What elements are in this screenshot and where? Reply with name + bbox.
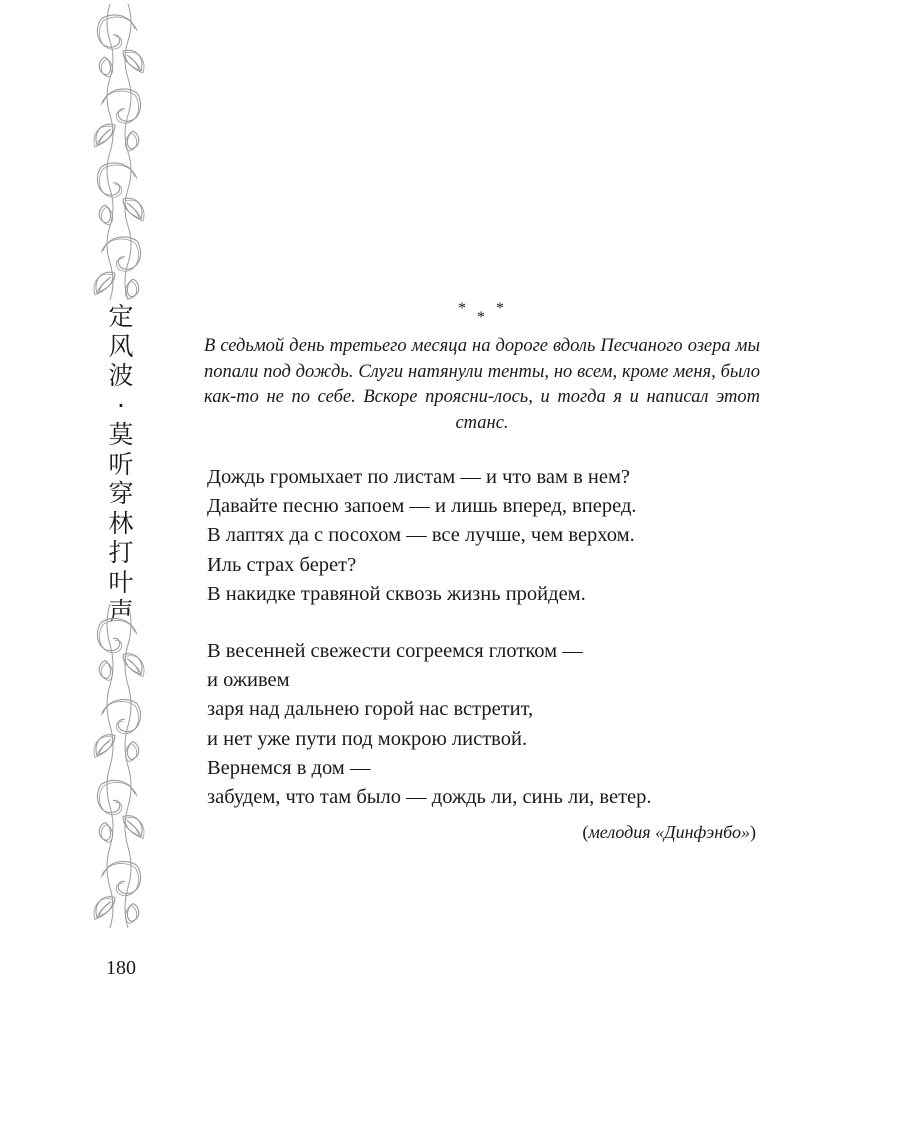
melody-open-paren: ( xyxy=(582,822,589,842)
poem-line: Иль страх берет? xyxy=(207,553,357,576)
poem-stanza-2 xyxy=(207,637,767,812)
ornament-scroll-stroke xyxy=(127,904,138,922)
poem-line: В весенней свежести согреемся глотком — xyxy=(207,640,583,662)
ornament-stem xyxy=(125,604,131,928)
ornament-scroll-stroke xyxy=(127,279,138,297)
separator-star: * xyxy=(496,300,504,317)
poem-stanza-1 xyxy=(207,463,767,609)
ornament-motif xyxy=(94,237,141,299)
ornament-scroll-stroke xyxy=(97,19,119,47)
ornament-motif xyxy=(94,861,141,923)
ornament-scroll-stroke xyxy=(127,742,138,760)
poem-line: забудем, что там было — дождь ли, синь ли, ветер. xyxy=(207,786,652,809)
poem-line: Вернемся в дом — xyxy=(207,756,371,779)
ornament-scroll-stroke xyxy=(103,782,137,796)
title-char: 莫 xyxy=(108,420,134,449)
ornament-motif xyxy=(97,15,144,77)
ornament-scroll-stroke xyxy=(99,57,110,75)
ornament-graphic xyxy=(88,4,150,300)
title-char: 声 xyxy=(108,597,134,626)
ornament-scroll-stroke xyxy=(101,863,135,877)
ornament-graphic xyxy=(88,604,150,928)
separator-star: * xyxy=(458,300,466,317)
poem-line: Дождь громыхает по листам — и что вам в нем? xyxy=(207,466,631,488)
poem-line: В накидке травяной сквозь жизнь пройдем. xyxy=(207,582,586,605)
melody-label: мелодия «Динфэнбо» xyxy=(588,822,750,842)
title-char: 波 xyxy=(108,361,134,390)
ornament-scroll-stroke xyxy=(118,241,140,269)
poem-line: В лаптях да с посохом — все лучше, чем верхом. xyxy=(207,524,635,547)
title-char: 定 xyxy=(108,302,134,331)
ornament-motif xyxy=(94,699,141,761)
ornament-scroll-stroke xyxy=(99,661,110,679)
title-char: 听 xyxy=(108,449,134,479)
ornament-motif xyxy=(94,89,141,151)
separator-star: * xyxy=(477,309,485,326)
ornament-motif xyxy=(97,618,144,680)
poem-preface xyxy=(204,334,760,436)
ornament-scroll-stroke xyxy=(103,620,137,634)
poem-line: и оживем xyxy=(207,669,290,692)
title-char: 打 xyxy=(108,538,134,567)
melody-close-paren: ) xyxy=(750,822,756,842)
ornament-scroll-stroke xyxy=(101,701,135,715)
preface-text: В седьмой день третьего месяца на дороге вдоль Песчаного озера мы попали под дождь. Слуги натянули тенты, но всем, кроме меня, было как-то не по себе. Вскоре проясни-лось, и тогда я и написал этот станс. xyxy=(204,336,760,433)
melody-attribution xyxy=(582,822,756,843)
floral-ornament-bottom xyxy=(88,604,150,928)
vertical-chinese-title xyxy=(104,302,138,627)
ornament-motif xyxy=(97,780,144,842)
ornament-motif xyxy=(97,163,144,225)
ornament-stem xyxy=(125,4,131,300)
title-char: 风 xyxy=(108,331,134,361)
floral-ornament-top xyxy=(88,4,150,300)
ornament-scroll-stroke xyxy=(99,205,110,223)
ornament-scroll-stroke xyxy=(103,165,137,179)
poem-line: Давайте песню запоем — и лишь вперед, вперед. xyxy=(207,495,637,518)
ornament-scroll-stroke xyxy=(118,93,140,121)
ornament-scroll-stroke xyxy=(127,131,138,149)
poem-line: и нет уже пути под мокрою листвой. xyxy=(207,727,528,750)
section-separator xyxy=(452,300,512,330)
title-char: 叶 xyxy=(108,567,134,597)
ornament-scroll-stroke xyxy=(101,91,135,105)
ornament-scroll-stroke xyxy=(99,823,110,841)
ornament-scroll-stroke xyxy=(97,167,119,195)
ornament-scroll-stroke xyxy=(103,17,137,31)
title-char: 穿 xyxy=(108,479,134,508)
page-number: 180 xyxy=(106,957,136,979)
poem-line: заря над дальнею горой нас встретит, xyxy=(207,698,534,721)
title-char: 林 xyxy=(108,508,134,538)
ornament-scroll-stroke xyxy=(101,239,135,253)
title-char: · xyxy=(117,390,125,420)
